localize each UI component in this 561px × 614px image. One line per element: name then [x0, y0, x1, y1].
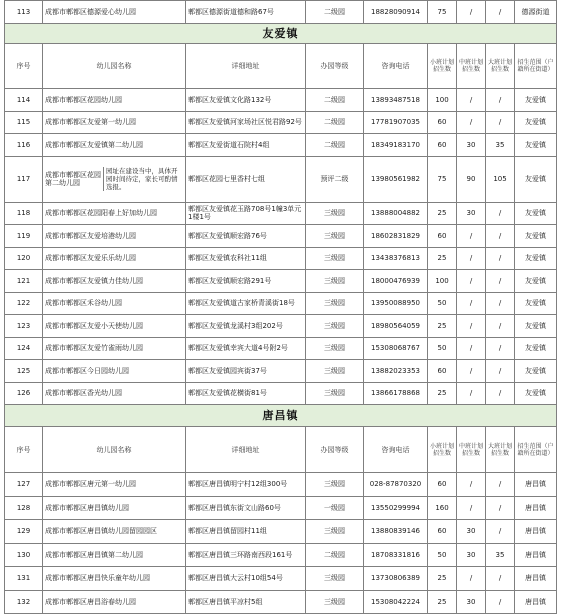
- cell-name: 成都市郫都区花园阳春上好加幼儿园: [43, 202, 186, 225]
- cell-range: 友爱镇: [515, 337, 557, 360]
- cell-small: 25: [428, 590, 457, 614]
- cell-address: 郫都区友爱镇龙溪村3组202号: [186, 315, 306, 338]
- cell-phone: 13880839146: [364, 520, 428, 544]
- cell-range: 友爱镇: [515, 292, 557, 315]
- cell-small: 60: [428, 360, 457, 383]
- construction-note: 园址在建设当中，具体开园时间待定，家长可酌情选报。: [103, 167, 178, 191]
- cell-no: 125: [5, 360, 43, 383]
- cell-range: 友爱镇: [515, 270, 557, 293]
- cell-large: /: [486, 567, 515, 591]
- table-row: [5, 134, 557, 157]
- table-row: [5, 567, 557, 591]
- cell-phone: 13730806389: [364, 567, 428, 591]
- cell-phone: 18828090914: [364, 1, 428, 24]
- cell-no: 118: [5, 202, 43, 225]
- cell-name: 成都市郫都区友爱小天使幼儿园: [43, 315, 186, 338]
- cell-range: 友爱镇: [515, 360, 557, 383]
- header-large: 大班计划招生数: [486, 427, 515, 473]
- cell-range: 友爱镇: [515, 202, 557, 225]
- cell-level: 预评二级: [306, 156, 364, 202]
- cell-large: /: [486, 89, 515, 112]
- cell-address: 郫都区唐昌镇大云村10组54号: [186, 567, 306, 591]
- cell-large: /: [486, 111, 515, 134]
- cell-middle: 30: [457, 590, 486, 614]
- cell-level: 二级园: [306, 543, 364, 567]
- cell-middle: /: [457, 89, 486, 112]
- cell-range: 唐昌镇: [515, 543, 557, 567]
- cell-large: /: [486, 1, 515, 24]
- cell-small: 25: [428, 247, 457, 270]
- header-address: 详细地址: [186, 427, 306, 473]
- cell-name: 成都市郫都区唐昌快乐童年幼儿园: [43, 567, 186, 591]
- cell-large: 35: [486, 134, 515, 157]
- cell-middle: 30: [457, 520, 486, 544]
- cell-level: 二级园: [306, 1, 364, 24]
- cell-small: 75: [428, 156, 457, 202]
- cell-middle: /: [457, 496, 486, 520]
- cell-no: 117: [5, 156, 43, 202]
- table-row: [5, 111, 557, 134]
- cell-address: 郫都区唐昌镇留园村11组: [186, 520, 306, 544]
- cell-level: 三级园: [306, 337, 364, 360]
- cell-no: 122: [5, 292, 43, 315]
- cell-range: 唐昌镇: [515, 567, 557, 591]
- table-youai: [4, 0, 557, 405]
- header-name: 幼儿园名称: [43, 427, 186, 473]
- table-row: [5, 202, 557, 225]
- cell-no: 119: [5, 225, 43, 248]
- cell-small: 50: [428, 292, 457, 315]
- header-no: 序号: [5, 44, 43, 89]
- cell-small: 25: [428, 315, 457, 338]
- cell-large: /: [486, 225, 515, 248]
- header-level: 办园等级: [306, 44, 364, 89]
- header-row: [5, 427, 557, 473]
- cell-range: 友爱镇: [515, 315, 557, 338]
- cell-name: 成都市郫都区禾谷幼儿园: [43, 292, 186, 315]
- cell-level: 三级园: [306, 247, 364, 270]
- cell-no: 129: [5, 520, 43, 544]
- header-address: 详细地址: [186, 44, 306, 89]
- cell-name: 成都市郫都区友爱镇第二幼儿园: [43, 134, 186, 157]
- cell-range: 友爱镇: [515, 111, 557, 134]
- cell-address: 郫都区友爱镇河家场社区悦君路92号: [186, 111, 306, 134]
- table-row: [5, 496, 557, 520]
- cell-address: 郫都区友爱街道石院村4组: [186, 134, 306, 157]
- table-row: [5, 1, 557, 24]
- cell-address: 郫都区唐昌镇明宁村12组300号: [186, 473, 306, 497]
- table-row: [5, 315, 557, 338]
- cell-no: 115: [5, 111, 43, 134]
- cell-middle: /: [457, 473, 486, 497]
- cell-phone: 17781907035: [364, 111, 428, 134]
- table-row: [5, 337, 557, 360]
- table-row: [5, 543, 557, 567]
- cell-phone: 13980561982: [364, 156, 428, 202]
- cell-large: /: [486, 270, 515, 293]
- cell-phone: 18000476939: [364, 270, 428, 293]
- cell-level: 三级园: [306, 225, 364, 248]
- header-middle: 中班计划招生数: [457, 427, 486, 473]
- cell-small: 25: [428, 202, 457, 225]
- cell-phone: 13950088950: [364, 292, 428, 315]
- cell-phone: 15308068767: [364, 337, 428, 360]
- cell-address: 郫都区友爱镇花横街81号: [186, 382, 306, 405]
- cell-name: 成都市郫都区唐昌镇幼儿园留园园区: [43, 520, 186, 544]
- cell-middle: /: [457, 292, 486, 315]
- cell-level: 二级园: [306, 111, 364, 134]
- cell-name: 成都市郫都区友爱镇力佳幼儿园: [43, 270, 186, 293]
- cell-phone: 13888004882: [364, 202, 428, 225]
- cell-middle: /: [457, 225, 486, 248]
- cell-middle: /: [457, 567, 486, 591]
- cell-range: 友爱镇: [515, 382, 557, 405]
- cell-range: 唐昌镇: [515, 496, 557, 520]
- table-row: [5, 89, 557, 112]
- table-row: [5, 382, 557, 405]
- cell-no: 113: [5, 1, 43, 24]
- header-level: 办园等级: [306, 427, 364, 473]
- header-large: 大班计划招生数: [486, 44, 515, 89]
- cell-name: 成都市郫都区唐昌浴春幼儿园: [43, 590, 186, 614]
- cell-range: 友爱镇: [515, 156, 557, 202]
- cell-address: 郫都区友爱镇顺宏路291号: [186, 270, 306, 293]
- header-range: 招生范围（户籍所在街道）: [515, 427, 557, 473]
- cell-middle: /: [457, 111, 486, 134]
- cell-level: 二级园: [306, 134, 364, 157]
- cell-address: 郫都区友爱镇文化路132号: [186, 89, 306, 112]
- cell-range: 友爱镇: [515, 89, 557, 112]
- table-row: [5, 270, 557, 293]
- cell-middle: /: [457, 1, 486, 24]
- cell-large: /: [486, 292, 515, 315]
- cell-phone: 13893487518: [364, 89, 428, 112]
- cell-no: 124: [5, 337, 43, 360]
- cell-address: 郫都区友爱镇顺宏路76号: [186, 225, 306, 248]
- cell-small: 100: [428, 270, 457, 293]
- cell-name: 成都市郫都区友爱第一幼儿园: [43, 111, 186, 134]
- cell-range: 唐昌镇: [515, 520, 557, 544]
- cell-large: /: [486, 315, 515, 338]
- cell-address: 郫都区德源街道德和路67号: [186, 1, 306, 24]
- cell-large: 105: [486, 156, 515, 202]
- cell-name: 成都市郫都区今日园幼儿园: [43, 360, 186, 383]
- cell-small: 50: [428, 543, 457, 567]
- header-no: 序号: [5, 427, 43, 473]
- cell-range: 唐昌镇: [515, 473, 557, 497]
- cell-no: 128: [5, 496, 43, 520]
- cell-large: 35: [486, 543, 515, 567]
- cell-level: 三级园: [306, 382, 364, 405]
- cell-small: 160: [428, 496, 457, 520]
- cell-small: 60: [428, 520, 457, 544]
- cell-middle: /: [457, 382, 486, 405]
- cell-middle: 30: [457, 543, 486, 567]
- cell-large: /: [486, 473, 515, 497]
- table-tangchang: [4, 404, 557, 614]
- cell-level: 一级园: [306, 496, 364, 520]
- cell-middle: /: [457, 360, 486, 383]
- cell-no: 121: [5, 270, 43, 293]
- cell-level: 三级园: [306, 202, 364, 225]
- cell-name: 成都市郫都区德源爱心幼儿园: [43, 1, 186, 24]
- cell-large: /: [486, 337, 515, 360]
- table-row: [5, 473, 557, 497]
- cell-no: 130: [5, 543, 43, 567]
- cell-phone: 18602831829: [364, 225, 428, 248]
- cell-no: 126: [5, 382, 43, 405]
- table-row: [5, 225, 557, 248]
- cell-no: 116: [5, 134, 43, 157]
- header-small: 小班计划招生数: [428, 427, 457, 473]
- cell-small: 60: [428, 473, 457, 497]
- table-row: [5, 590, 557, 614]
- cell-name: [43, 156, 186, 202]
- cell-address: 郫都区友爱镇幸宾大道4号附2号: [186, 337, 306, 360]
- cell-range: 唐昌镇: [515, 590, 557, 614]
- table-row: [5, 292, 557, 315]
- cell-large: /: [486, 360, 515, 383]
- header-name: 幼儿园名称: [43, 44, 186, 89]
- cell-range: 德源街道: [515, 1, 557, 24]
- cell-level: 三级园: [306, 590, 364, 614]
- cell-address: 郫都区唐昌镇三环路南西段161号: [186, 543, 306, 567]
- section-title-row: [5, 24, 557, 44]
- section-title-row: [5, 405, 557, 427]
- cell-large: /: [486, 247, 515, 270]
- cell-name: 成都市郫都区唐昌镇第二幼儿园: [43, 543, 186, 567]
- cell-level: 二级园: [306, 89, 364, 112]
- cell-no: 127: [5, 473, 43, 497]
- cell-range: 友爱镇: [515, 134, 557, 157]
- cell-level: 三级园: [306, 473, 364, 497]
- cell-middle: 30: [457, 202, 486, 225]
- cell-no: 132: [5, 590, 43, 614]
- cell-middle: /: [457, 337, 486, 360]
- cell-small: 25: [428, 382, 457, 405]
- cell-small: 60: [428, 111, 457, 134]
- cell-phone: 028-87870320: [364, 473, 428, 497]
- cell-name: 成都市郫都区唐昌镇幼儿园: [43, 496, 186, 520]
- cell-range: 友爱镇: [515, 247, 557, 270]
- cell-range: 友爱镇: [515, 225, 557, 248]
- cell-level: 三级园: [306, 270, 364, 293]
- cell-name: 成都市郫都区友爱乐乐幼儿园: [43, 247, 186, 270]
- cell-no: 120: [5, 247, 43, 270]
- cell-middle: /: [457, 270, 486, 293]
- header-phone: 咨询电话: [364, 44, 428, 89]
- cell-small: 50: [428, 337, 457, 360]
- cell-level: 三级园: [306, 315, 364, 338]
- cell-address: 郫都区唐昌镇平凉村5组: [186, 590, 306, 614]
- cell-large: /: [486, 382, 515, 405]
- cell-small: 60: [428, 225, 457, 248]
- cell-address: 郫都区友爱镇园宾街37号: [186, 360, 306, 383]
- cell-name: 成都市郫都区唐元第一幼儿园: [43, 473, 186, 497]
- header-small: 小班计划招生数: [428, 44, 457, 89]
- cell-address: 郫都区友爱镇道古家桥青溪街18号: [186, 292, 306, 315]
- cell-large: /: [486, 202, 515, 225]
- cell-small: 25: [428, 567, 457, 591]
- cell-name: 成都市郫都区友爱竹雀雨幼儿园: [43, 337, 186, 360]
- header-middle: 中班计划招生数: [457, 44, 486, 89]
- cell-no: 114: [5, 89, 43, 112]
- cell-level: 三级园: [306, 567, 364, 591]
- cell-address: 郫都区友爱镇花玉路708号1幢3单元1楼1号: [186, 202, 306, 225]
- cell-name: 成都市郫都区花园幼儿园: [43, 89, 186, 112]
- kindergarten-name: 成都市郫都区花园第二幼儿园: [45, 171, 101, 187]
- cell-large: /: [486, 496, 515, 520]
- cell-phone: 15308042224: [364, 590, 428, 614]
- cell-middle: 30: [457, 134, 486, 157]
- cell-middle: /: [457, 315, 486, 338]
- section-title: 友爱镇: [5, 24, 557, 44]
- section-title: 唐昌镇: [5, 405, 557, 427]
- cell-phone: 18980564059: [364, 315, 428, 338]
- cell-level: 三级园: [306, 360, 364, 383]
- table-row: [5, 520, 557, 544]
- header-range: 招生范围（户籍所在街道）: [515, 44, 557, 89]
- cell-level: 三级园: [306, 520, 364, 544]
- cell-small: 75: [428, 1, 457, 24]
- cell-level: 三级园: [306, 292, 364, 315]
- cell-small: 100: [428, 89, 457, 112]
- header-phone: 咨询电话: [364, 427, 428, 473]
- table-row: [5, 247, 557, 270]
- cell-phone: 18349183170: [364, 134, 428, 157]
- table-row: [5, 360, 557, 383]
- cell-phone: 18708331816: [364, 543, 428, 567]
- cell-address: 郫都区唐昌镇东街文山路60号: [186, 496, 306, 520]
- cell-phone: 13866178868: [364, 382, 428, 405]
- cell-large: /: [486, 520, 515, 544]
- cell-address: 郫都区花园七里香村七组: [186, 156, 306, 202]
- cell-address: 郫都区友爱镇农科社11组: [186, 247, 306, 270]
- cell-no: 131: [5, 567, 43, 591]
- cell-name: 成都市郫都区友爱培港幼儿园: [43, 225, 186, 248]
- cell-phone: 13550299994: [364, 496, 428, 520]
- table-row: [5, 156, 557, 202]
- cell-phone: 13438376813: [364, 247, 428, 270]
- cell-phone: 13882023353: [364, 360, 428, 383]
- cell-middle: /: [457, 247, 486, 270]
- cell-no: 123: [5, 315, 43, 338]
- header-row: [5, 44, 557, 89]
- cell-middle: 90: [457, 156, 486, 202]
- cell-large: /: [486, 590, 515, 614]
- cell-small: 60: [428, 134, 457, 157]
- cell-name: 成都市郫都区香光幼儿园: [43, 382, 186, 405]
